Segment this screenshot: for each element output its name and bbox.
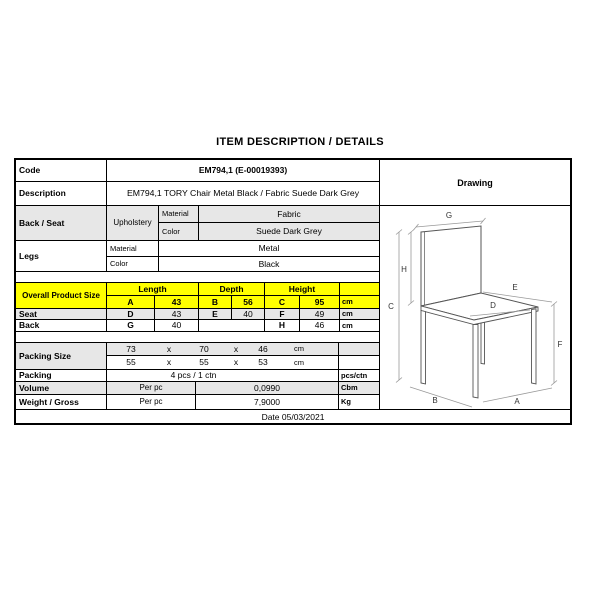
chair-front-leg: [473, 325, 478, 399]
legs-material-key: Material: [107, 241, 159, 256]
volume-basis: Per pc: [107, 382, 196, 394]
packing-size-carton-2: [107, 356, 379, 369]
code-value: EM794,1 (E-00019393): [198, 165, 288, 176]
packing-row: [16, 370, 379, 382]
spacer-row-2: [16, 332, 379, 343]
spec-table-body: [16, 160, 570, 409]
dim-label-f: F: [557, 340, 563, 349]
overall-size-header-row: [16, 283, 379, 309]
chair-right-leg: [532, 309, 537, 384]
carton2-unit: cm: [294, 357, 304, 367]
carton1-depth: 70: [199, 343, 209, 354]
back-seat-material-value: Fabric: [277, 208, 301, 219]
legs-material-subrow: [107, 241, 379, 257]
legs-row: [16, 241, 379, 272]
carton2-x1: x: [166, 357, 172, 368]
volume-row: [16, 382, 379, 395]
back-seat-color-key: Color: [159, 223, 199, 240]
legs-material-value: Metal: [258, 243, 280, 254]
legs-color-subrow: [107, 257, 379, 271]
dim-label-g: G: [445, 211, 453, 220]
carton2-x2: x: [233, 357, 239, 368]
seat-unit: cm: [342, 309, 353, 319]
drawing-area: [380, 206, 570, 409]
legs-label: Legs: [16, 241, 107, 271]
chair-backrest: [421, 226, 481, 306]
dim-label-c: C: [388, 302, 394, 311]
chair-left-leg: [421, 311, 426, 385]
overall-size-subrows: [107, 283, 379, 308]
spacer-row-1: [16, 272, 379, 283]
volume-unit: Cbm: [341, 383, 358, 393]
code-row: [16, 160, 379, 182]
dim-label-h: H: [401, 265, 407, 274]
carton1-height: 46: [258, 343, 268, 354]
legs-color-value: Black: [258, 258, 280, 269]
packing-size-row: [16, 343, 379, 370]
drawing-section: [380, 160, 570, 409]
spec-table: [14, 158, 572, 425]
back-g-value: 40: [155, 320, 199, 331]
carton2-trailing-cell: [339, 356, 378, 369]
back-h-value: 46: [300, 320, 340, 331]
back-seat-material-key: Material: [159, 206, 199, 222]
dim-label-b: B: [432, 396, 438, 405]
back-seat-row: [16, 206, 379, 241]
overall-b-key: B: [199, 296, 232, 308]
packing-size-label: Packing Size: [16, 343, 107, 369]
back-label: Back: [16, 320, 107, 331]
packing-unit: pcs/ctn: [341, 370, 368, 380]
overall-a-key: A: [107, 296, 155, 308]
seat-e-key: E: [199, 309, 232, 319]
back-unit: cm: [342, 320, 353, 330]
back-depth-empty-cell: [199, 320, 265, 331]
back-seat-material-subrow: [159, 206, 379, 223]
carton1-trailing-cell: [339, 343, 378, 355]
packing-size-subrows: [107, 343, 379, 369]
chair-drawing: [380, 206, 570, 409]
carton2-height: 53: [258, 357, 268, 368]
length-header: Length: [107, 283, 199, 295]
seat-e-value: 40: [232, 309, 265, 319]
description-row: [16, 182, 379, 206]
dimension-header-unit-cell: [340, 283, 379, 295]
seat-size-row: [16, 309, 379, 320]
depth-header: Depth: [199, 283, 265, 295]
overall-unit: cm: [340, 296, 379, 308]
carton1-unit: cm: [294, 344, 304, 354]
back-seat-subrows: [159, 206, 379, 240]
description-label: Description: [16, 182, 107, 205]
packing-label: Packing: [16, 370, 107, 381]
volume-label: Volume: [16, 382, 107, 394]
carton1-x2: x: [233, 343, 239, 354]
dim-label-a: A: [514, 397, 520, 406]
drawing-header: Drawing: [380, 160, 570, 206]
overall-values-subrow: [107, 296, 379, 308]
overall-b-value: 56: [232, 296, 265, 308]
weight-label: Weight / Gross: [16, 395, 107, 409]
overall-size-label: Overall Product Size: [16, 283, 107, 308]
back-h-key: H: [265, 320, 300, 331]
code-label: Code: [16, 160, 107, 181]
weight-unit: Kg: [341, 397, 351, 407]
seat-d-value: 43: [155, 309, 199, 319]
back-seat-label: Back / Seat: [16, 206, 107, 240]
back-g-key: G: [107, 320, 155, 331]
packing-value: 4 pcs / 1 ctn: [107, 370, 339, 381]
dim-label-e: E: [512, 283, 518, 292]
page-title: ITEM DESCRIPTION / DETAILS: [216, 136, 384, 148]
carton2-depth: 55: [199, 357, 209, 368]
date-value: Date 05/03/2021: [261, 411, 325, 422]
overall-c-key: C: [265, 296, 300, 308]
packing-size-carton-1: [107, 343, 379, 356]
seat-label: Seat: [16, 309, 107, 319]
back-seat-color-subrow: [159, 223, 379, 240]
weight-basis: Per pc: [107, 395, 196, 409]
description-value: EM794,1 TORY Chair Metal Black / Fabric Suede Dark Grey: [126, 188, 360, 199]
seat-f-value: 49: [300, 309, 340, 319]
height-header: Height: [265, 283, 340, 295]
legs-subrows: [107, 241, 379, 271]
dim-label-d: D: [490, 301, 496, 310]
date-row: [16, 409, 570, 423]
carton1-x1: x: [166, 343, 172, 354]
carton1-length: 73: [126, 343, 136, 354]
back-seat-color-value: Suede Dark Grey: [256, 226, 322, 237]
back-size-row: [16, 320, 379, 332]
weight-value: 7,9000: [196, 395, 339, 409]
seat-d-key: D: [107, 309, 155, 319]
overall-a-value: 43: [155, 296, 199, 308]
seat-f-key: F: [265, 309, 300, 319]
carton2-length: 55: [126, 357, 136, 368]
volume-value: 0,0990: [196, 382, 339, 394]
overall-c-value: 95: [300, 296, 340, 308]
details-section: [16, 160, 380, 409]
weight-row: [16, 395, 379, 409]
dimension-headers-subrow: [107, 283, 379, 296]
legs-color-key: Color: [107, 257, 159, 271]
upholstery-label: Upholstery: [107, 206, 159, 240]
